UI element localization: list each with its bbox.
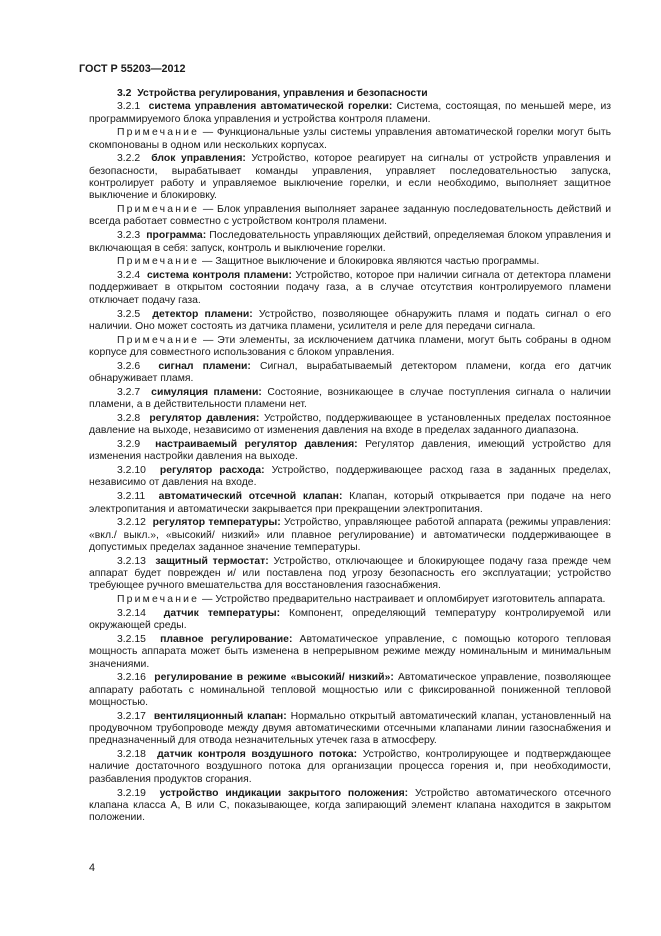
note-item: Примечание — Функциональные узлы системы управления автоматической горелки могут быть скомпонованы в одном или нескольких корпусах. [89,127,611,151]
definition-item [89,749,611,786]
page-content [89,88,611,826]
note-text: Устройство предварительно настраивает и опломбирует изготовитель аппарата. [215,594,606,606]
definition-number: 3.2.16 [117,672,146,684]
section-title [89,88,611,100]
definition-text: Нормально открытый автоматический клапан, установленный на продувочном трубопроводе между двумя автоматическими отсечными клапанами линии газоснабжения и предназначенный для отвода незначительных утечек газа в атмосферу. [89,710,611,747]
definition-item [89,672,611,709]
definition-text: Устройство, которое при наличии сигнала от детектора пламени поддерживает в открытом состоянии подачу газа, а в случае отсутствия контролируемого пламени отключает подачу газа. [89,270,611,306]
definition-item [89,439,611,464]
definition-number: 3.2.13 [117,555,146,567]
definition-term: система контроля пламени: [146,270,292,282]
definition-term: настраиваемый регулятор давления: [155,439,358,451]
definition-text: Устройство, позволяющее обнаружить пламя и подать сигнал о его наличии. Оно может состоять из датчика пламени, усилителя и реле для передачи сигнала. [89,308,611,332]
note-text: Блок управления выполняет заранее заданную последовательность действий и всегда работает совместно с устройством контроля пламени. [89,204,611,228]
definition-item [89,517,611,554]
definition-text: Устройство, управляющее работой аппарата (режимы управления: «вкл./ выкл.», «высокий/ низкий» или плавное регулирование) и автоматически поддерживающее в допустимых пределах заданное значение температуры. [89,517,611,553]
note-item: Примечание — Блок управления выполняет заранее заданную последовательность действий и всегда работает совместно с устройством контроля пламени. [89,204,611,228]
definition-text: Последовательность управляющих действий, определяемая блоком управления и включающая в себя: запуск, контроль и выключение горелки. [89,230,611,254]
definition-number: 3.2.10 [117,465,146,477]
note-label: Примечание [117,594,200,606]
definition-term: симуляция пламени: [151,386,262,398]
definition-number: 3.2.6 [117,360,141,372]
note-label: Примечание [117,127,200,139]
definition-term: устройство индикации закрытого положения: [159,787,409,799]
note-item: Примечание — Защитное выключение и блокировка являются частью программы. [117,256,540,268]
definition-term: сигнал пламени: [158,360,251,372]
definition-term: регулирование в режиме «высокий/ низкий»: [154,672,394,684]
note-text: Защитное выключение и блокировка являются частью программы. [215,256,540,268]
definition-number: 3.2.8 [117,412,141,424]
page-number: 4 [89,862,96,874]
definition-item [89,634,611,671]
definition-term: вентиляционный клапан: [153,710,287,722]
definition-text: Устройство, поддерживающее расход газа в заданных пределах, независимо от давления на входе. [89,465,611,489]
definition-term: автоматический отсечной клапан: [158,491,343,503]
definition-number: 3.2.3 [117,230,141,242]
definition-number: 3.2.9 [117,439,141,451]
definition-term: датчик температуры: [163,607,281,619]
note-label: Примечание [117,204,200,216]
definition-item [89,608,611,633]
definition-number: 3.2.5 [117,308,141,320]
definition-text: Регулятор давления, имеющий устройство для изменения настройки давления на выходе. [89,439,611,463]
section-number: 3.2 [117,88,132,99]
definition-term: блок управления: [151,153,246,165]
definition-item [89,711,611,748]
definition-number: 3.2.19 [117,787,146,799]
definition-number: 3.2.1 [117,101,141,113]
definition-text: Устройство, контролирующее и подтверждающее наличие достаточного воздушного потока для организации процесса горения и, при необходимости, разбавления продуктов сгорания. [89,749,611,785]
note-item: Примечание — Устройство предварительно настраивает и опломбирует изготовитель аппарата. [117,594,606,606]
note-item: Примечание — Эти элементы, за исключением датчика пламени, могут быть собраны в одном корпусе для совместного использования с блоком управления. [89,334,612,358]
note-text: Эти элементы, за исключением датчика пламени, могут быть собраны в одном корпусе для совместного использования с блоком управления. [89,334,612,358]
definition-text: Устройство, которое реагирует на сигналы от устройств управления и безопасности, вырабатывает команды управления, управляет последовательностью запуска, контролирует работу и управляемое выключение горелки, и если необходимо, выполняет защитное выключение и блокировку. [89,153,611,202]
definition-text: Клапан, который открывается при подаче на него электропитания и автоматически закрывается при прекращении электропитания. [89,491,611,515]
definition-text: Состояние, возникающее в случае поступления сигнала о наличии пламени, а в действительности пламени нет. [89,386,611,411]
definition-text: Устройство, отключающее и блокирующее подачу газа прежде чем аппарат будет поврежден и/ или поставлена под угрозу безопасность его эксплуатации; устройство требующее ручного вмешательства для восстановления газоснабжения. [89,555,611,592]
definition-term: детектор пламени: [152,308,253,320]
definition-number: 3.2.15 [117,633,146,645]
definition-term: регулятор давления: [149,412,260,424]
definition-text: Компонент, определяющий температуру контролируемой или окружающей среды. [89,607,611,632]
definition-number: 3.2.18 [117,749,146,761]
definition-number: 3.2.7 [117,386,141,398]
definition-item [89,361,611,386]
definition-item [89,309,611,334]
note-label: Примечание [117,334,200,346]
definition-term: программа: [146,230,207,242]
definition-term: датчик контроля воздушного потока: [157,749,358,761]
definition-number: 3.2.14 [117,607,146,619]
definition-term: защитный термостат: [155,555,269,567]
definition-item [89,101,611,126]
note-text: Функциональные узлы системы управления автоматической горелки могут быть скомпонованы в одном или нескольких корпусах. [89,127,611,151]
note-label: Примечание [117,256,200,268]
definition-item [89,491,611,516]
definition-number: 3.2.4 [117,270,141,282]
section-title-text: Устройства регулирования, управления и безопасности [137,88,428,99]
definition-term: система управления автоматической горелки: [148,101,393,113]
definition-number: 3.2.17 [117,710,146,722]
definition-term: плавное регулирование: [160,633,293,645]
definition-text: Устройство автоматического отсечного клапана класса А, В или С, показывающее, когда запирающий элемент клапана находится в закрытом положении. [89,787,612,824]
definition-number: 3.2.11 [117,491,146,503]
definition-item [89,413,611,438]
definitions-list [89,101,611,824]
definition-term: регулятор расхода: [159,465,265,477]
definition-number: 3.2.2 [117,153,141,165]
definition-text: Автоматическое управление, позволяющее аппарату работать с номинальной тепловой мощностью или с фиксированной пониженной тепловой мощностью. [89,672,612,708]
definition-item [89,270,611,307]
document-code: ГОСТ Р 55203—2012 [79,63,186,75]
definition-text: Автоматическое управление, с помощью которого тепловая мощность аппарата может быть изменена в непрерывном режиме между номинальным и минимальным значениями. [89,633,611,670]
definition-text: Сигнал, вырабатываемый детектором пламени, когда его датчик обнаруживает пламя. [89,360,612,385]
definition-item [89,387,611,412]
definition-text: Устройство, поддерживающее в установленных пределах постоянное давление на выходе, независимо от изменения давления на входе в пределах заданного диапазона. [89,412,611,437]
definition-number: 3.2.12 [117,517,146,529]
definition-item [89,556,611,593]
definition-term: регулятор температуры: [152,517,281,529]
definition-item [89,788,611,825]
definition-text: Система, состоящая, по меньшей мере, из программируемого блока управления и устройства контроля пламени. [89,101,612,125]
definition-item [89,153,611,202]
definition-item [89,465,611,490]
definition-item [89,230,611,255]
